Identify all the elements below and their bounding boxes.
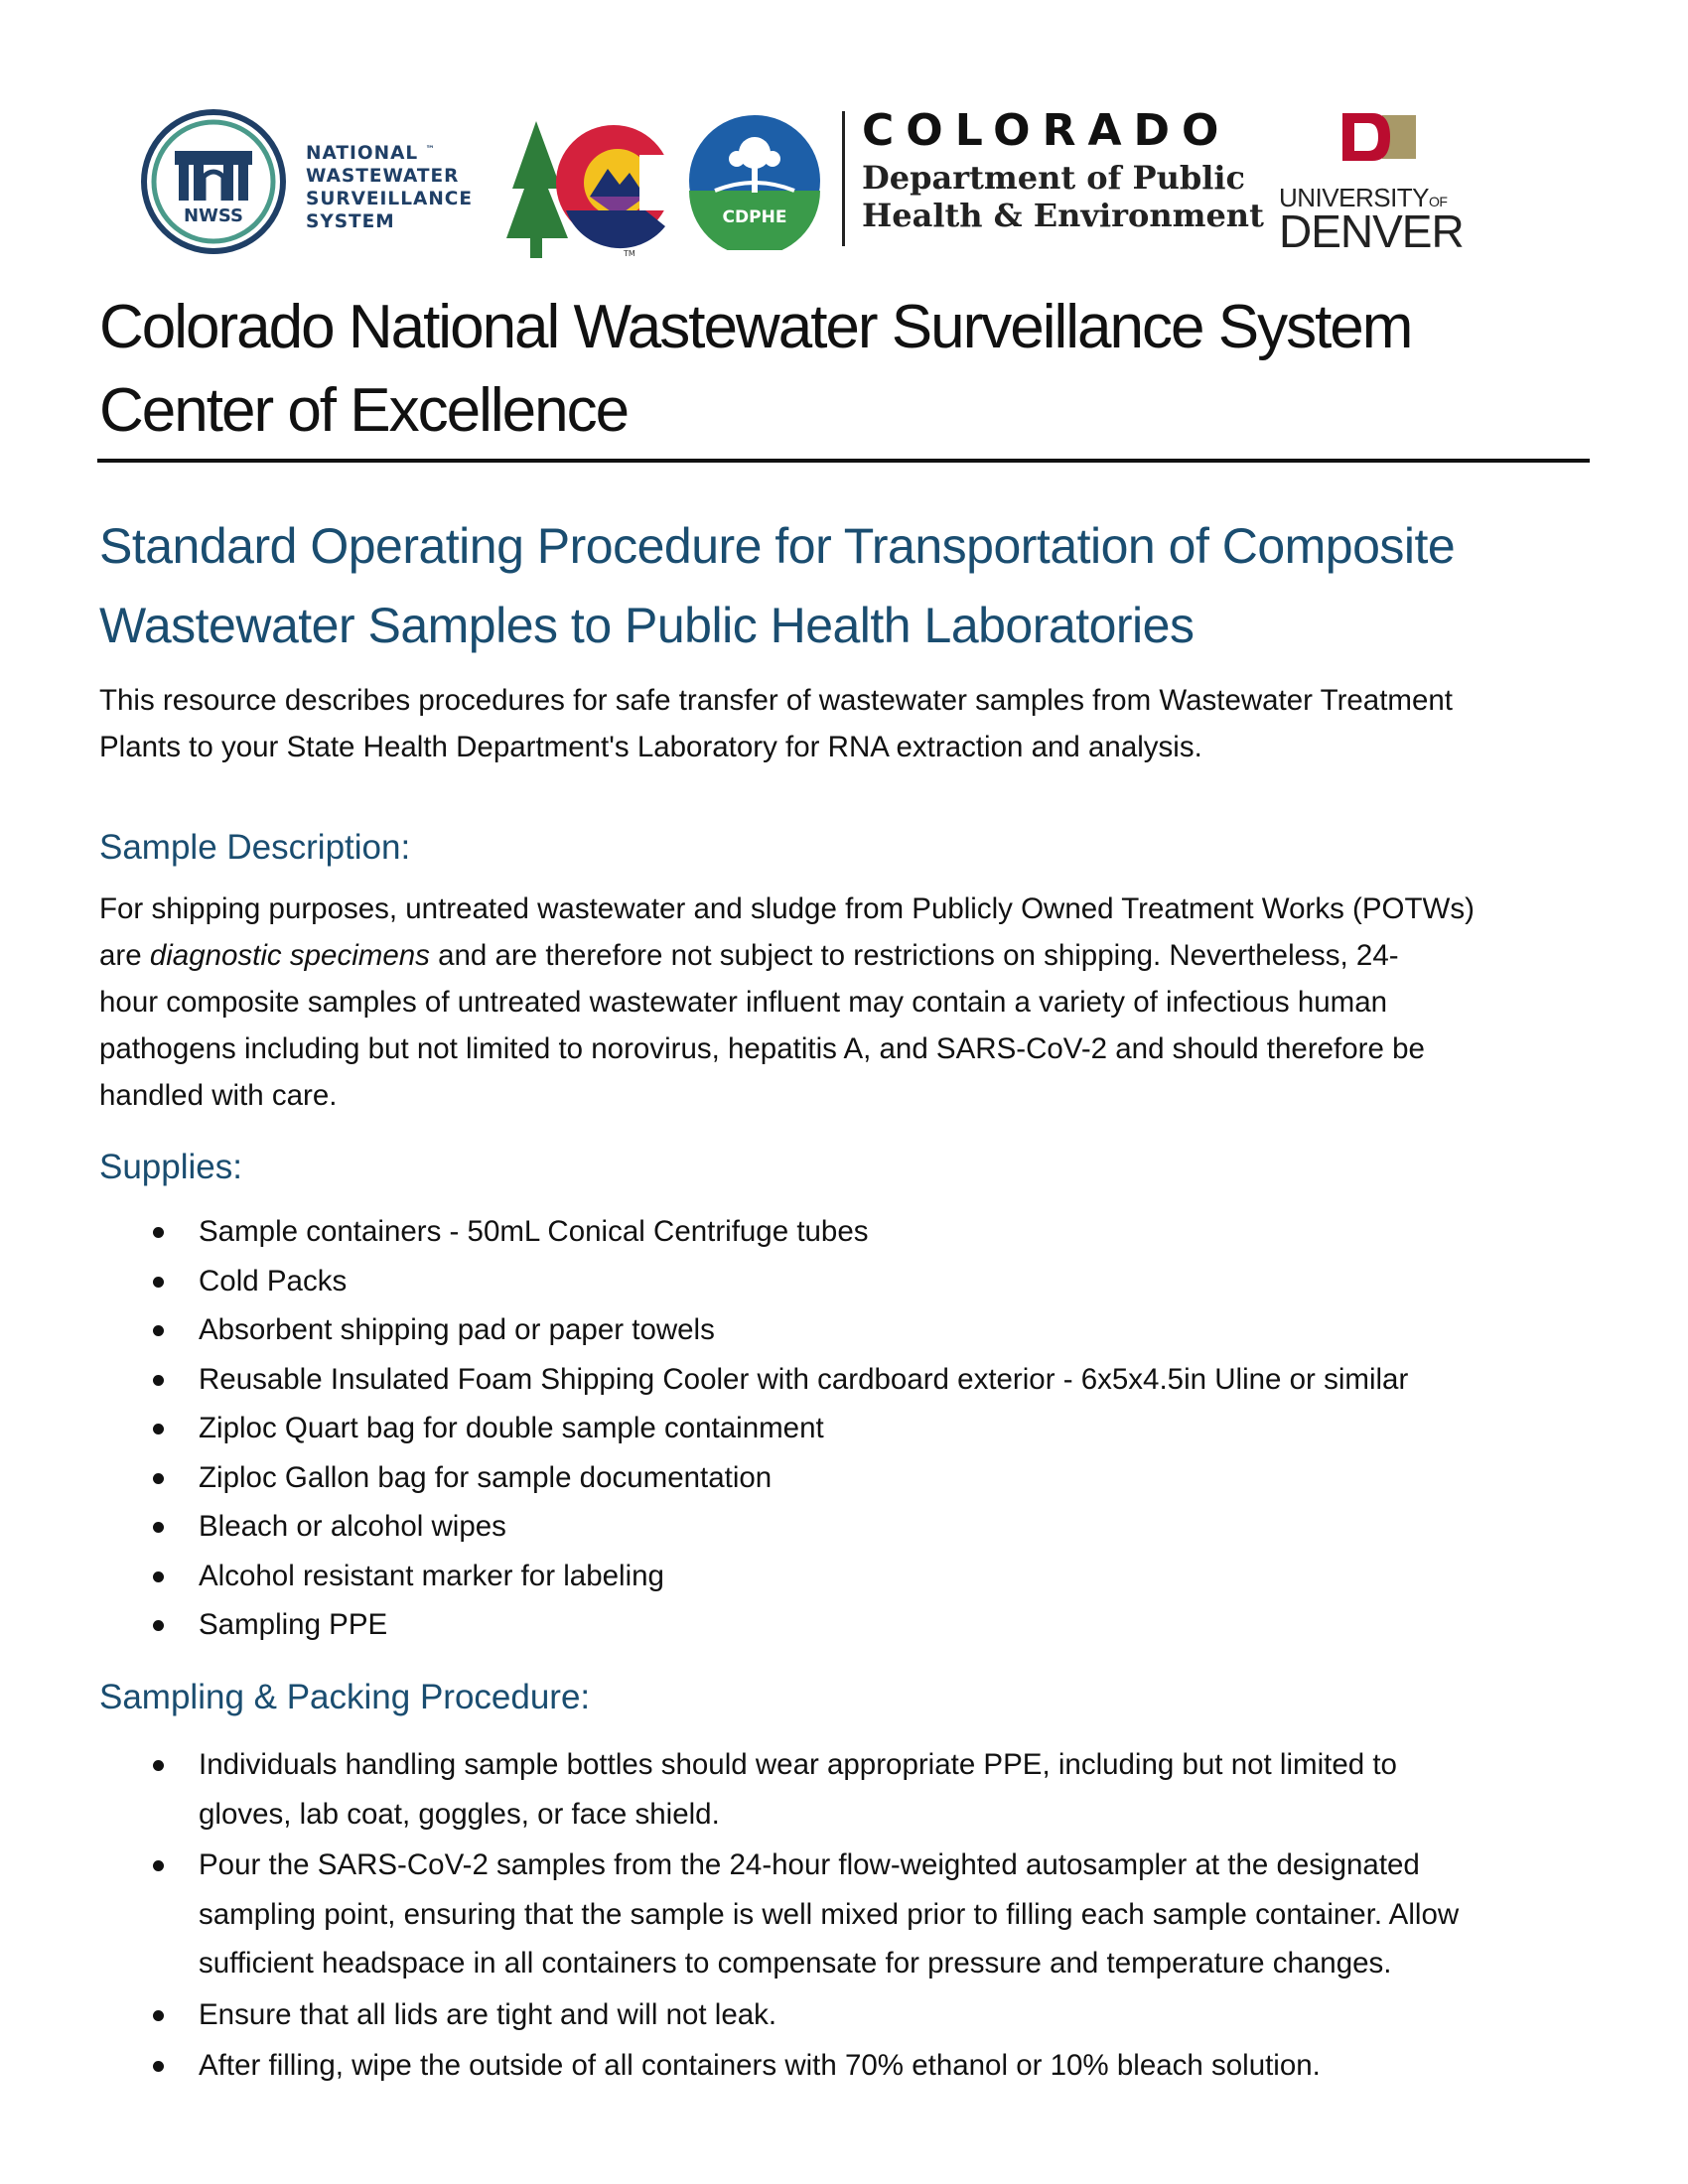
list-item: Sample containers - 50mL Conical Centrifuge tubes [99,1207,1589,1257]
desc-line-3: hour composite samples of untreated wastewater influent may contain a variety of infectious human [99,986,1388,1019]
colorado-logo-icon [506,111,675,260]
supplies-heading: Supplies: [99,1148,242,1186]
cdphe-logo-icon [685,111,824,250]
nwss-line-3: SURVEILLANCE [306,189,474,210]
nwss-tm: ™ [425,145,435,155]
intro-line-1: This resource describes procedures for safe transfer of wastewater samples from Wastewater Treatment [99,684,1453,717]
proc-3-line-1: Ensure that all lids are tight and will not leak. [199,1997,777,2031]
sample-description-paragraph [99,886,1589,1119]
desc-line-4: pathogens including but not limited to norovirus, hepatitis A, and SARS-CoV-2 and should therefore be [99,1032,1425,1065]
procedure-list [99,1740,1589,2091]
nwss-mark-text: NWSS [183,205,244,226]
desc-line-2-post: and are therefore not subject to restrictions on shipping. Nevertheless, 24- [429,939,1399,972]
desc-line-2-pre: are [99,939,150,972]
proc-2-line-1: Pour the SARS-CoV-2 samples from the 24-hour flow-weighted autosampler at the designated [199,1848,1420,1881]
desc-italic-term: diagnostic specimens [149,939,430,972]
list-item: Reusable Insulated Foam Shipping Cooler with cardboard exterior - 6x5x4.5in Uline or similar [99,1355,1589,1405]
proc-2-line-2: sampling point, ensuring that the sample is well mixed prior to filling each sample container. Allow [199,1897,1460,1931]
list-item: Sampling PPE [99,1600,1589,1650]
proc-1-line-2: gloves, lab coat, goggles, or face shield. [199,1797,720,1831]
list-item: Absorbent shipping pad or paper towels [99,1305,1589,1355]
du-university: UNIVERSITY [1279,183,1430,212]
du-monogram-icon [1338,111,1422,167]
nwss-line-2: WASTEWATER [306,166,460,188]
dept-line-1: Department of Public [862,159,1246,197]
proc-1-line-1: Individuals handling sample bottles should wear appropriate PPE, including but not limited to [199,1748,1397,1781]
title-rule [97,459,1590,463]
nwss-logo-icon [139,107,288,256]
nwss-line-4: SYSTEM [306,211,395,233]
nwss-wordmark [306,139,473,233]
list-item: Bleach or alcohol wipes [99,1502,1589,1552]
intro-paragraph [99,677,1589,770]
supplies-list [99,1207,1589,1650]
colorado-tm: TM [624,249,635,258]
du-denver: DENVER [1279,205,1464,257]
proc-4-line-1: After filling, wipe the outside of all containers with 70% ethanol or 10% bleach solution. [199,2049,1321,2082]
proc-2-line-3: sufficient headspace in all containers to compensate for pressure and temperature changes. [199,1947,1392,1979]
title-line-2: Center of Excellence [99,376,629,445]
nwss-line-1: NATIONAL [306,143,419,165]
document-subtitle [99,506,1455,665]
list-item [99,1740,1589,1839]
list-item [99,2041,1589,2091]
page-title [99,286,1589,453]
desc-line-1: For shipping purposes, untreated wastewater and sludge from Publicly Owned Treatment Works (POTWs) [99,892,1475,925]
logo-banner [139,103,1470,262]
dept-state: COLORADO [862,105,1231,156]
title-line-1: Colorado National Wastewater Surveillance System [99,293,1412,361]
list-item: Cold Packs [99,1257,1589,1306]
subtitle-line-2: Wastewater Samples to Public Health Laboratories [99,598,1195,653]
cdphe-wordmark [862,103,1264,234]
intro-line-2: Plants to your State Health Department's Laboratory for RNA extraction and analysis. [99,731,1202,763]
procedure-heading: Sampling & Packing Procedure: [99,1678,591,1716]
logo-divider [842,111,845,246]
list-item [99,1841,1589,1988]
dept-line-2: Health & Environment [862,197,1264,234]
cdphe-text: CDPHE [722,207,787,227]
sample-description-heading: Sample Description: [99,828,411,867]
subtitle-line-1: Standard Operating Procedure for Transportation of Composite [99,518,1456,574]
desc-line-2 [99,932,1589,979]
list-item [99,1990,1589,2040]
list-item: Ziploc Quart bag for double sample containment [99,1404,1589,1453]
desc-line-5: handled with care. [99,1079,338,1112]
du-of: OF [1429,194,1448,209]
list-item: Alcohol resistant marker for labeling [99,1552,1589,1601]
list-item: Ziploc Gallon bag for sample documentation [99,1453,1589,1503]
